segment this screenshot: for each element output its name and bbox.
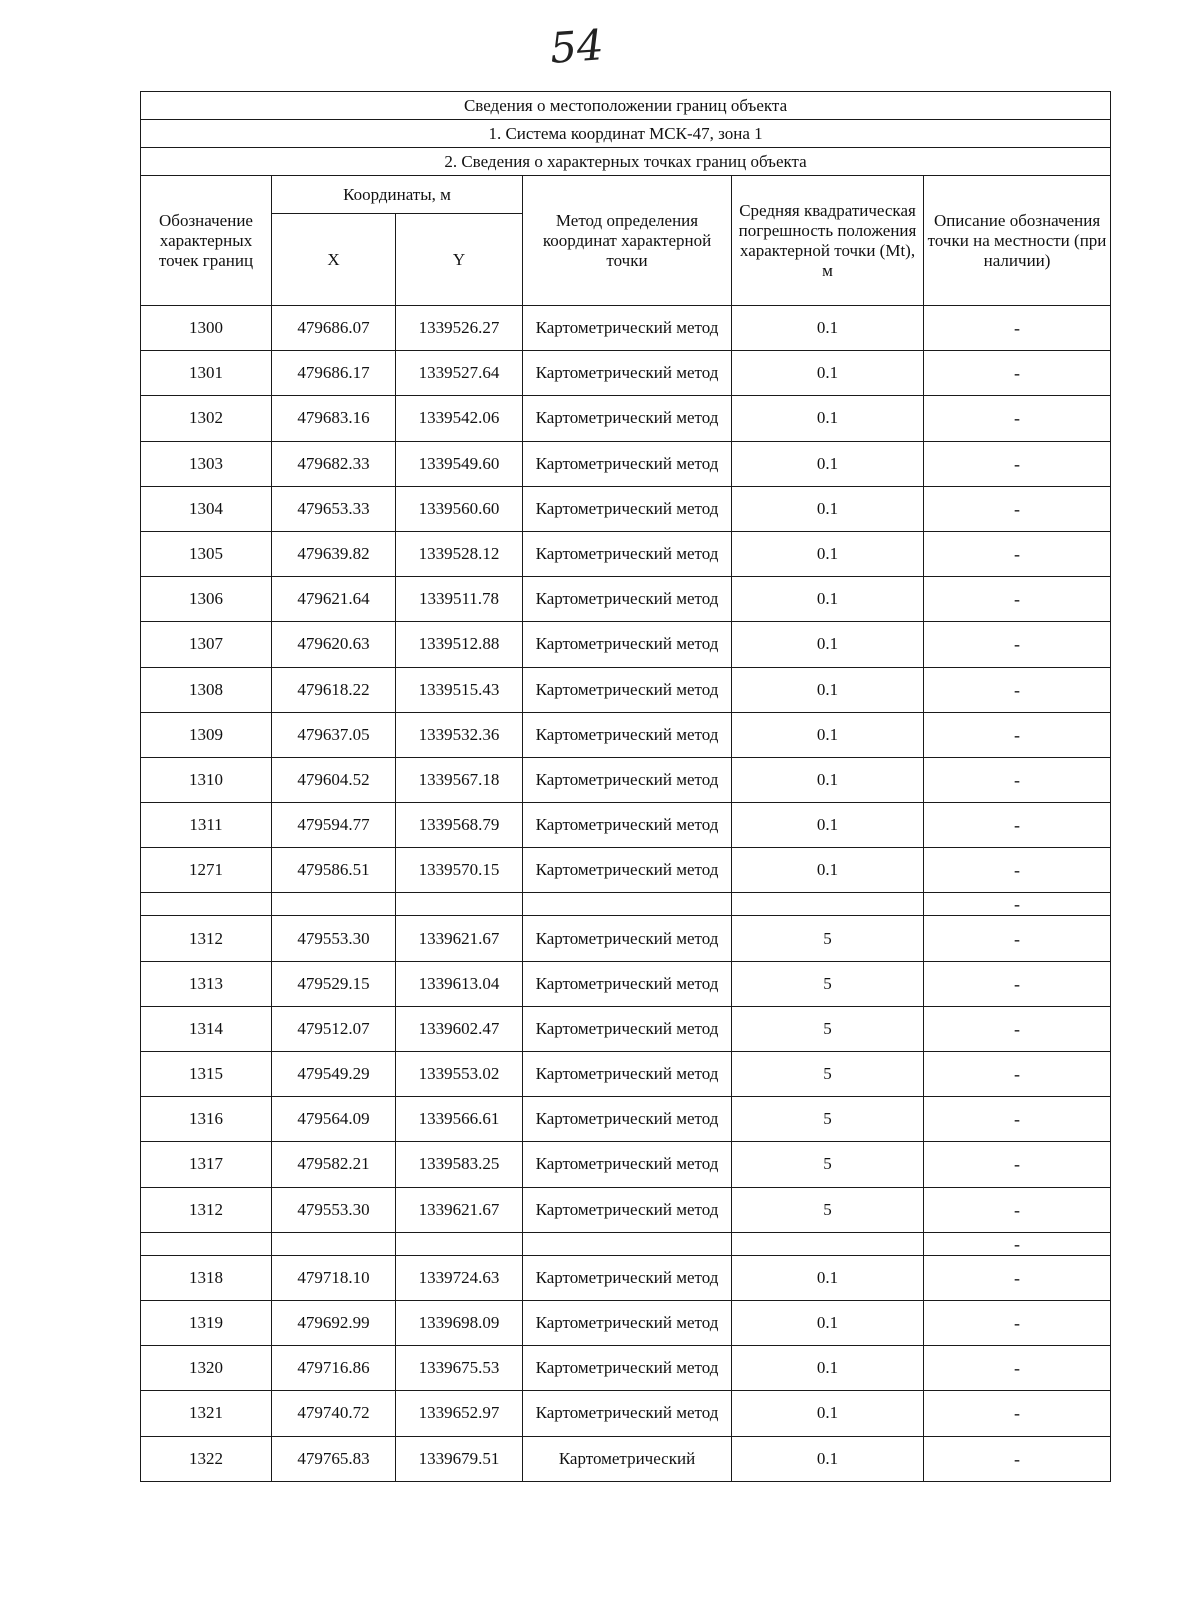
table-row	[141, 1142, 1111, 1187]
table-row	[141, 1255, 1111, 1300]
error-cell: 0.1	[732, 441, 924, 486]
description-cell: -	[924, 1391, 1111, 1436]
description-cell: -	[924, 757, 1111, 802]
method-cell: Картометрический метод	[523, 531, 732, 576]
point-id-cell: 1304	[141, 486, 272, 531]
table-row	[141, 1187, 1111, 1232]
header-error: Средняя квадратическая погрешность положения характерной точки (Mt), м	[732, 176, 924, 306]
point-id-cell: 1317	[141, 1142, 272, 1187]
description-cell: -	[924, 961, 1111, 1006]
method-cell: Картометрический метод	[523, 486, 732, 531]
method-cell: Картометрический метод	[523, 803, 732, 848]
y-coordinate-cell: 1339621.67	[396, 916, 523, 961]
error-cell: 5	[732, 916, 924, 961]
empty-cell	[141, 1232, 272, 1255]
error-cell: 0.1	[732, 396, 924, 441]
empty-cell	[523, 893, 732, 916]
table-body	[141, 306, 1111, 1482]
method-cell: Картометрический	[523, 1436, 732, 1481]
description-cell: -	[924, 712, 1111, 757]
method-cell: Картометрический метод	[523, 1006, 732, 1051]
point-id-cell: 1271	[141, 848, 272, 893]
y-coordinate-cell: 1339698.09	[396, 1300, 523, 1345]
point-id-cell: 1307	[141, 622, 272, 667]
empty-cell	[272, 1232, 396, 1255]
y-coordinate-cell: 1339549.60	[396, 441, 523, 486]
description-cell: -	[924, 306, 1111, 351]
table-row	[141, 961, 1111, 1006]
coordinates-table	[140, 91, 1111, 1482]
empty-cell	[732, 1232, 924, 1255]
point-id-cell: 1308	[141, 667, 272, 712]
description-cell: -	[924, 667, 1111, 712]
y-coordinate-cell: 1339532.36	[396, 712, 523, 757]
table-row	[141, 531, 1111, 576]
method-cell: Картометрический метод	[523, 306, 732, 351]
method-cell: Картометрический метод	[523, 577, 732, 622]
point-id-cell: 1301	[141, 351, 272, 396]
y-coordinate-cell: 1339679.51	[396, 1436, 523, 1481]
table-row	[141, 848, 1111, 893]
table-row	[141, 441, 1111, 486]
y-coordinate-cell: 1339570.15	[396, 848, 523, 893]
x-coordinate-cell: 479686.07	[272, 306, 396, 351]
description-cell: -	[924, 1436, 1111, 1481]
description-cell: -	[924, 1255, 1111, 1300]
point-id-cell: 1321	[141, 1391, 272, 1436]
error-cell: 0.1	[732, 486, 924, 531]
point-id-cell: 1312	[141, 916, 272, 961]
table-row	[141, 351, 1111, 396]
header-coordinates: Координаты, м	[272, 176, 523, 214]
point-id-cell: 1311	[141, 803, 272, 848]
description-cell: -	[924, 1300, 1111, 1345]
x-coordinate-cell: 479637.05	[272, 712, 396, 757]
method-cell: Картометрический метод	[523, 916, 732, 961]
x-coordinate-cell: 479594.77	[272, 803, 396, 848]
method-cell: Картометрический метод	[523, 757, 732, 802]
separator-row	[141, 893, 1111, 916]
method-cell: Картометрический метод	[523, 1187, 732, 1232]
table-row	[141, 757, 1111, 802]
empty-cell	[272, 893, 396, 916]
error-cell: 0.1	[732, 757, 924, 802]
table-row	[141, 396, 1111, 441]
method-cell: Картометрический метод	[523, 1391, 732, 1436]
x-coordinate-cell: 479740.72	[272, 1391, 396, 1436]
empty-cell	[396, 1232, 523, 1255]
point-id-cell: 1306	[141, 577, 272, 622]
error-cell: 0.1	[732, 531, 924, 576]
table-row	[141, 1391, 1111, 1436]
error-cell: 0.1	[732, 712, 924, 757]
separator-row	[141, 1232, 1111, 1255]
y-coordinate-cell: 1339542.06	[396, 396, 523, 441]
description-cell: -	[924, 1006, 1111, 1051]
point-id-cell: 1319	[141, 1300, 272, 1345]
point-id-cell: 1315	[141, 1052, 272, 1097]
method-cell: Картометрический метод	[523, 396, 732, 441]
point-id-cell: 1313	[141, 961, 272, 1006]
description-cell: -	[924, 486, 1111, 531]
x-coordinate-cell: 479604.52	[272, 757, 396, 802]
error-cell: 0.1	[732, 803, 924, 848]
description-cell: -	[924, 803, 1111, 848]
description-cell: -	[924, 1187, 1111, 1232]
description-cell: -	[924, 1142, 1111, 1187]
x-coordinate-cell: 479686.17	[272, 351, 396, 396]
header-method: Метод определения координат характерной точки	[523, 176, 732, 306]
header-x: X	[272, 214, 396, 306]
error-cell: 5	[732, 1187, 924, 1232]
x-coordinate-cell: 479639.82	[272, 531, 396, 576]
description-cell: -	[924, 622, 1111, 667]
page-number: 54	[548, 20, 606, 73]
header-designation: Обозначение характерных точек границ	[141, 176, 272, 306]
error-cell: 0.1	[732, 1346, 924, 1391]
y-coordinate-cell: 1339568.79	[396, 803, 523, 848]
point-id-cell: 1305	[141, 531, 272, 576]
point-id-cell: 1303	[141, 441, 272, 486]
error-cell: 5	[732, 961, 924, 1006]
point-id-cell: 1300	[141, 306, 272, 351]
y-coordinate-cell: 1339528.12	[396, 531, 523, 576]
error-cell: 0.1	[732, 1255, 924, 1300]
method-cell: Картометрический метод	[523, 1052, 732, 1097]
y-coordinate-cell: 1339652.97	[396, 1391, 523, 1436]
error-cell: 5	[732, 1006, 924, 1051]
x-coordinate-cell: 479620.63	[272, 622, 396, 667]
method-cell: Картометрический метод	[523, 1097, 732, 1142]
points-section-title: 2. Сведения о характерных точках границ объекта	[141, 148, 1111, 176]
point-id-cell: 1310	[141, 757, 272, 802]
error-cell: 0.1	[732, 1300, 924, 1345]
x-coordinate-cell: 479716.86	[272, 1346, 396, 1391]
description-cell: -	[924, 1097, 1111, 1142]
table-row	[141, 1300, 1111, 1345]
error-cell: 0.1	[732, 577, 924, 622]
x-coordinate-cell: 479553.30	[272, 1187, 396, 1232]
method-cell: Картометрический метод	[523, 667, 732, 712]
y-coordinate-cell: 1339526.27	[396, 306, 523, 351]
description-cell: -	[924, 351, 1111, 396]
error-cell: 5	[732, 1097, 924, 1142]
description-cell: -	[924, 916, 1111, 961]
table-row	[141, 667, 1111, 712]
y-coordinate-cell: 1339560.60	[396, 486, 523, 531]
x-coordinate-cell: 479653.33	[272, 486, 396, 531]
table-row	[141, 803, 1111, 848]
description-cell: -	[924, 848, 1111, 893]
x-coordinate-cell: 479553.30	[272, 916, 396, 961]
x-coordinate-cell: 479549.29	[272, 1052, 396, 1097]
error-cell: 5	[732, 1142, 924, 1187]
point-id-cell: 1302	[141, 396, 272, 441]
y-coordinate-cell: 1339602.47	[396, 1006, 523, 1051]
table-row	[141, 1097, 1111, 1142]
x-coordinate-cell: 479512.07	[272, 1006, 396, 1051]
x-coordinate-cell: 479564.09	[272, 1097, 396, 1142]
x-coordinate-cell: 479692.99	[272, 1300, 396, 1345]
description-cell: -	[924, 396, 1111, 441]
y-coordinate-cell: 1339675.53	[396, 1346, 523, 1391]
x-coordinate-cell: 479682.33	[272, 441, 396, 486]
point-id-cell: 1316	[141, 1097, 272, 1142]
error-cell: 0.1	[732, 622, 924, 667]
method-cell: Картометрический метод	[523, 961, 732, 1006]
point-id-cell: 1322	[141, 1436, 272, 1481]
table-row	[141, 486, 1111, 531]
point-id-cell: 1318	[141, 1255, 272, 1300]
table-row	[141, 622, 1111, 667]
y-coordinate-cell: 1339583.25	[396, 1142, 523, 1187]
y-coordinate-cell: 1339553.02	[396, 1052, 523, 1097]
y-coordinate-cell: 1339567.18	[396, 757, 523, 802]
table-row	[141, 306, 1111, 351]
y-coordinate-cell: 1339621.67	[396, 1187, 523, 1232]
description-cell: -	[924, 893, 1111, 916]
x-coordinate-cell: 479765.83	[272, 1436, 396, 1481]
y-coordinate-cell: 1339527.64	[396, 351, 523, 396]
description-cell: -	[924, 1232, 1111, 1255]
error-cell: 0.1	[732, 1391, 924, 1436]
table-row	[141, 1006, 1111, 1051]
table-row	[141, 712, 1111, 757]
y-coordinate-cell: 1339613.04	[396, 961, 523, 1006]
y-coordinate-cell: 1339566.61	[396, 1097, 523, 1142]
x-coordinate-cell: 479582.21	[272, 1142, 396, 1187]
method-cell: Картометрический метод	[523, 441, 732, 486]
error-cell: 5	[732, 1052, 924, 1097]
y-coordinate-cell: 1339512.88	[396, 622, 523, 667]
point-id-cell: 1320	[141, 1346, 272, 1391]
description-cell: -	[924, 531, 1111, 576]
method-cell: Картометрический метод	[523, 1346, 732, 1391]
description-cell: -	[924, 1052, 1111, 1097]
y-coordinate-cell: 1339724.63	[396, 1255, 523, 1300]
method-cell: Картометрический метод	[523, 622, 732, 667]
empty-cell	[732, 893, 924, 916]
table-row	[141, 577, 1111, 622]
error-cell: 0.1	[732, 1436, 924, 1481]
method-cell: Картометрический метод	[523, 351, 732, 396]
point-id-cell: 1312	[141, 1187, 272, 1232]
error-cell: 0.1	[732, 351, 924, 396]
method-cell: Картометрический метод	[523, 712, 732, 757]
header-y: Y	[396, 214, 523, 306]
method-cell: Картометрический метод	[523, 848, 732, 893]
method-cell: Картометрический метод	[523, 1300, 732, 1345]
x-coordinate-cell: 479586.51	[272, 848, 396, 893]
x-coordinate-cell: 479718.10	[272, 1255, 396, 1300]
x-coordinate-cell: 479683.16	[272, 396, 396, 441]
description-cell: -	[924, 441, 1111, 486]
method-cell: Картометрический метод	[523, 1255, 732, 1300]
empty-cell	[396, 893, 523, 916]
table-row	[141, 1346, 1111, 1391]
method-cell: Картометрический метод	[523, 1142, 732, 1187]
empty-cell	[523, 1232, 732, 1255]
description-cell: -	[924, 1346, 1111, 1391]
x-coordinate-cell: 479621.64	[272, 577, 396, 622]
error-cell: 0.1	[732, 848, 924, 893]
table-row	[141, 1052, 1111, 1097]
x-coordinate-cell: 479529.15	[272, 961, 396, 1006]
description-cell: -	[924, 577, 1111, 622]
table-row	[141, 916, 1111, 961]
error-cell: 0.1	[732, 306, 924, 351]
point-id-cell: 1314	[141, 1006, 272, 1051]
table-title: Сведения о местоположении границ объекта	[141, 92, 1111, 120]
error-cell: 0.1	[732, 667, 924, 712]
empty-cell	[141, 893, 272, 916]
coordinate-system-title: 1. Система координат МСК-47, зона 1	[141, 120, 1111, 148]
y-coordinate-cell: 1339511.78	[396, 577, 523, 622]
x-coordinate-cell: 479618.22	[272, 667, 396, 712]
table-row	[141, 1436, 1111, 1481]
point-id-cell: 1309	[141, 712, 272, 757]
y-coordinate-cell: 1339515.43	[396, 667, 523, 712]
header-description: Описание обозначения точки на местности (при наличии)	[924, 176, 1111, 306]
